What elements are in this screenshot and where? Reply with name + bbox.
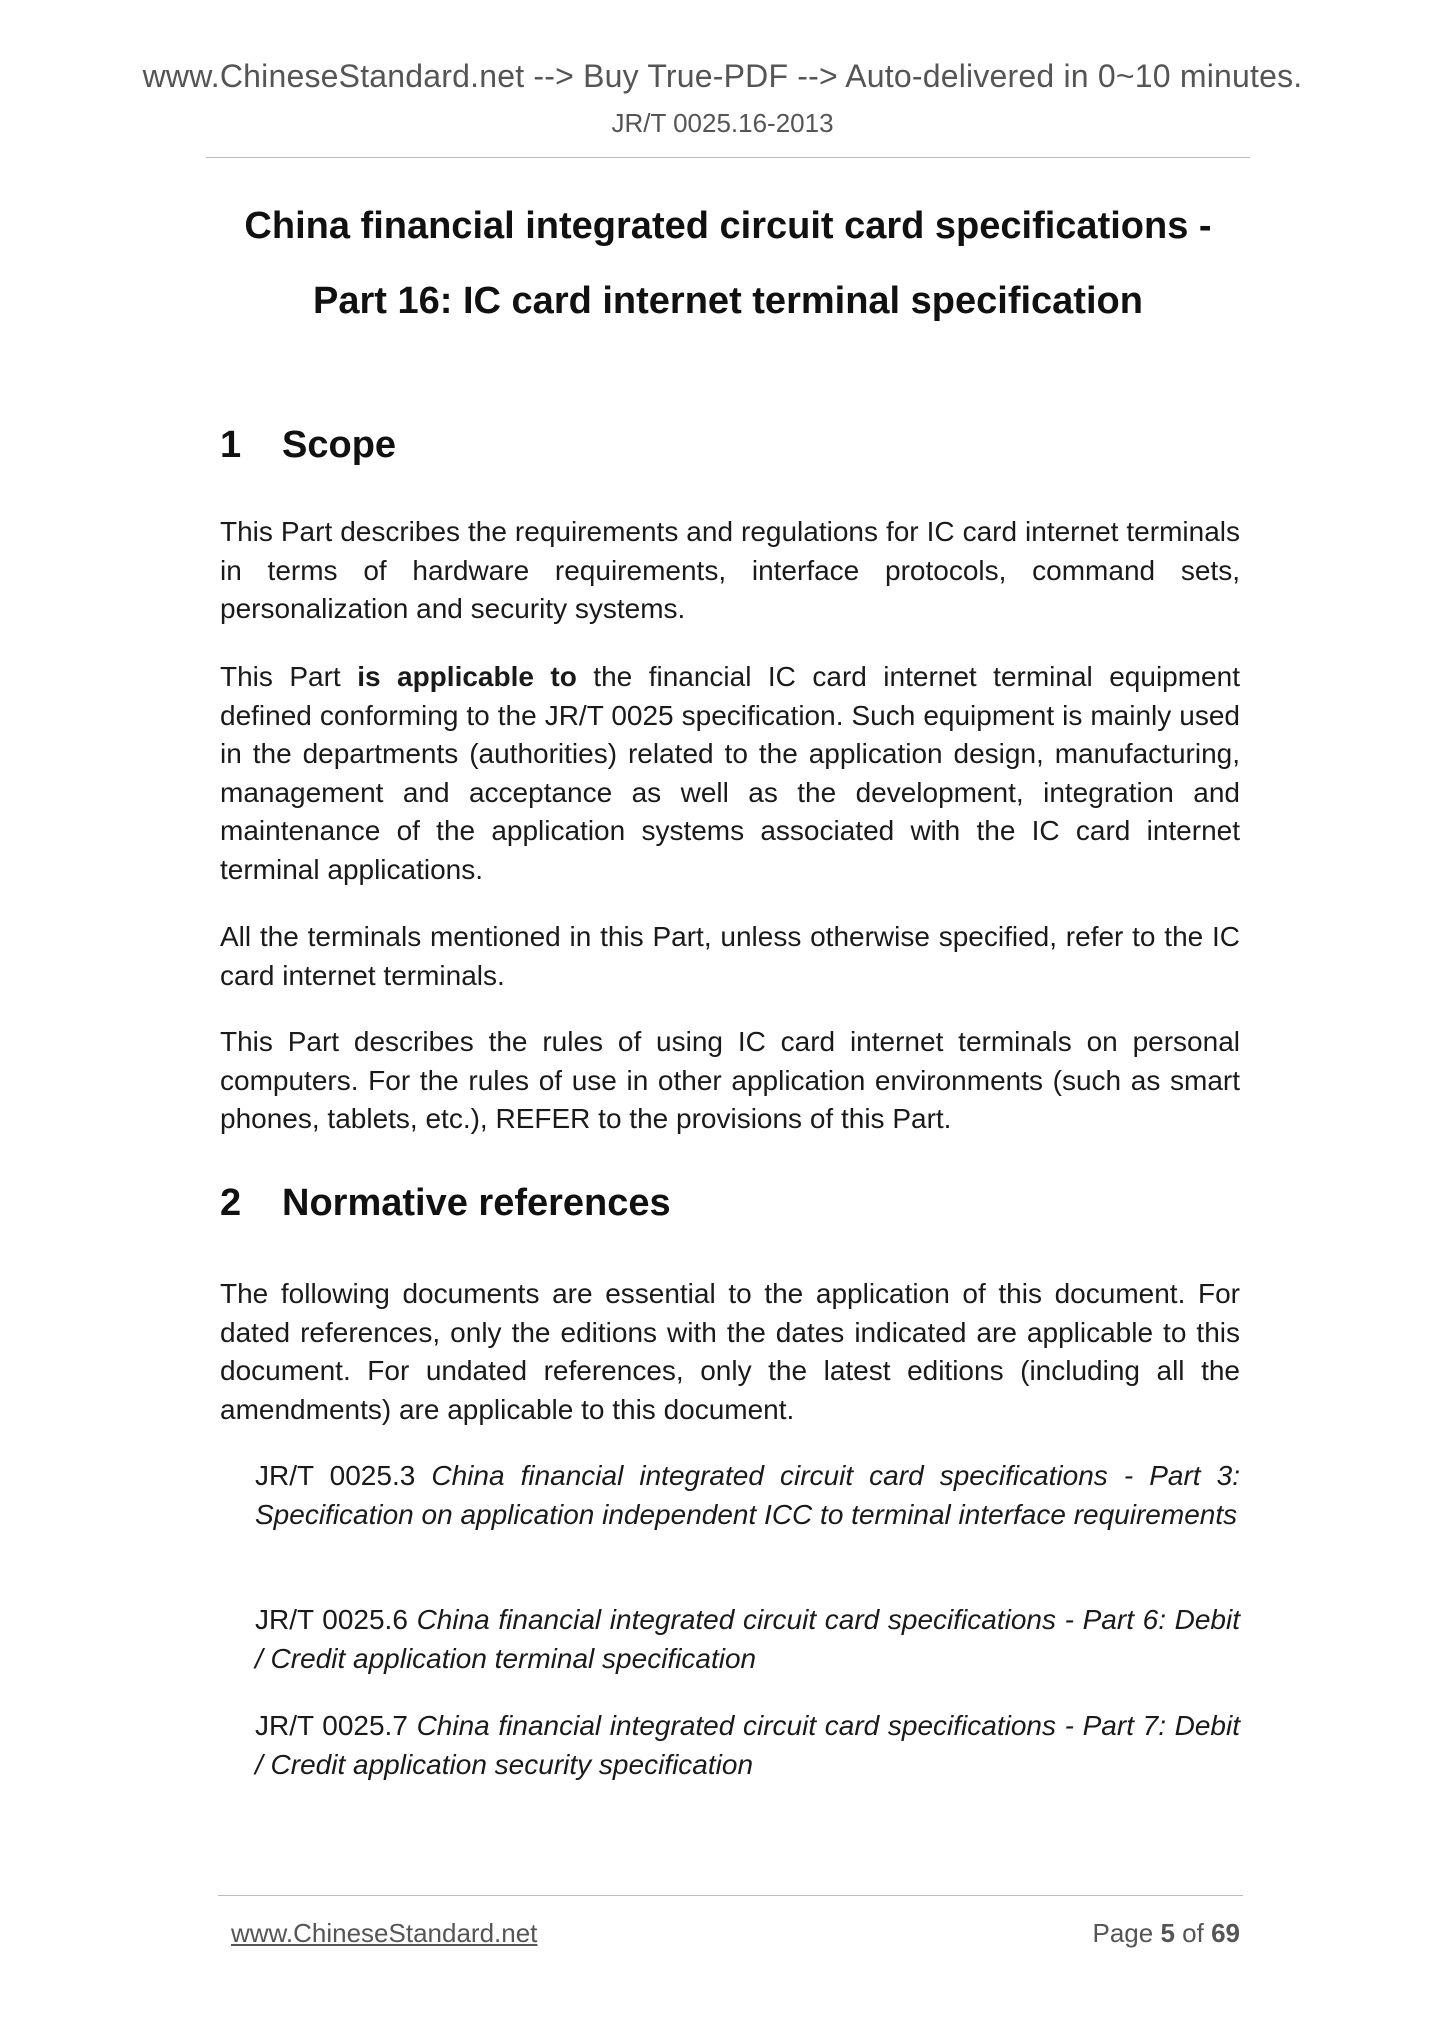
reference-title: China financial integrated circuit card specifications - Part 3: Specification on application independent ICC to terminal interface requirements (255, 1460, 1240, 1530)
reference-code: JR/T 0025.3 (255, 1460, 416, 1491)
reference-title: China financial integrated circuit card specifications - Part 7: Debit / Credit application security specification (255, 1710, 1241, 1780)
header-divider (206, 157, 1250, 158)
section-title: Scope (282, 424, 397, 466)
section-heading-normative-references (220, 1182, 671, 1225)
scope-paragraph-1: This Part describes the requirements and regulations for IC card internet terminals in terms of hardware requirements, interface protocols, command sets, personalization and security systems. (220, 516, 1240, 624)
footer-site-link[interactable]: www.ChineseStandard.net (231, 1918, 538, 1948)
reference-item (255, 1707, 1240, 1784)
references-intro: The following documents are essential to the application of this document. For dated references, only the editions with the dates indicated are applicable to this document. For undated references, only the latest editions (including all the amendments) are applicable to this document. (220, 1278, 1240, 1425)
document-title-line-1: China financial integrated circuit card specifications - (244, 205, 1212, 247)
page-total: 69 (1211, 1918, 1240, 1948)
reference-code: JR/T 0025.6 (255, 1604, 408, 1635)
section-number: 1 (220, 424, 242, 466)
site-banner: www.ChineseStandard.net --> Buy True-PDF --> Auto-delivered in 0~10 minutes. (142, 58, 1303, 94)
standard-code: JR/T 0025.16-2013 (611, 108, 834, 138)
footer-divider (218, 1895, 1243, 1896)
page-of-label: of (1182, 1918, 1204, 1948)
scope-paragraph-2-start: This Part (220, 661, 358, 692)
reference-item (255, 1601, 1240, 1678)
document-title-line-2: Part 16: IC card internet terminal specification (313, 280, 1143, 322)
scope-paragraph-3: All the terminals mentioned in this Part, unless otherwise specified, refer to the IC card internet terminals. (220, 921, 1240, 991)
scope-paragraph-2-bold: is applicable to (357, 661, 577, 692)
section-number: 2 (220, 1182, 242, 1224)
scope-paragraph-2 (220, 658, 1240, 889)
section-heading-scope (220, 424, 396, 467)
section-title: Normative references (282, 1182, 671, 1224)
scope-paragraph-4: This Part describes the rules of using IC card internet terminals on personal computers. For the rules of use in other application environments (such as smart phones, tablets, etc.), REFER to the provisions of this Part. (220, 1026, 1240, 1134)
page-current: 5 (1160, 1918, 1175, 1948)
reference-code: JR/T 0025.7 (255, 1710, 408, 1741)
page-indicator (1092, 1918, 1240, 1949)
page-label: Page (1092, 1918, 1154, 1948)
reference-title: China financial integrated circuit card specifications - Part 6: Debit / Credit application terminal specification (255, 1604, 1241, 1674)
reference-item (255, 1457, 1240, 1534)
scope-paragraph-2-rest: the financial IC card internet terminal equipment defined conforming to the JR/T 0025 specification. Such equipment is mainly used in the departments (authorities) related to the application design, manufacturing, management and acceptance as well as the development, integration and maintenance of the application systems associated with the IC card internet terminal applications. (220, 661, 1240, 885)
